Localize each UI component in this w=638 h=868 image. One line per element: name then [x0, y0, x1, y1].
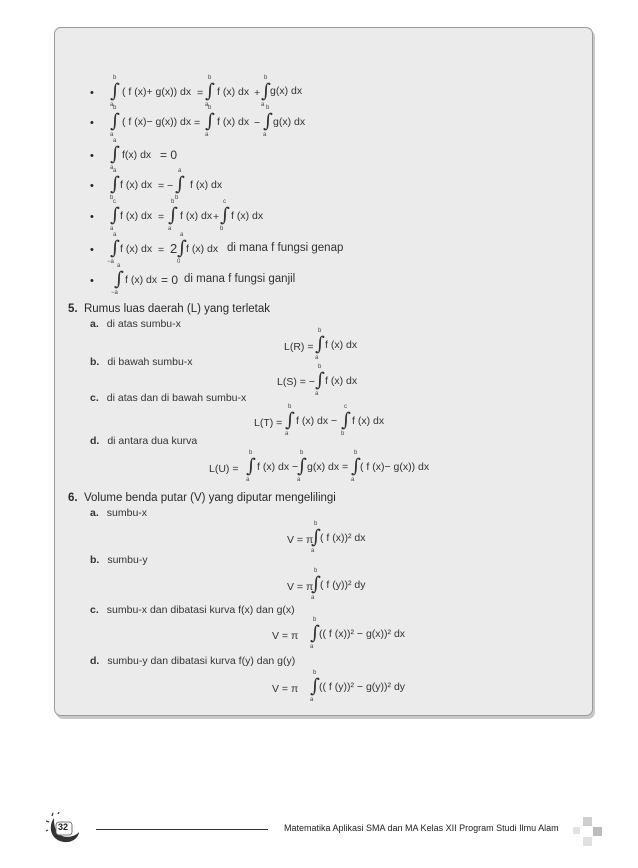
property-rhs: f (x) dx [180, 210, 213, 222]
operator: + [254, 87, 261, 99]
property-rhs: f (x) dx [217, 86, 250, 98]
property-rhs: f (x) dx [231, 210, 264, 222]
formula: ( f (y))² dy [320, 579, 366, 591]
formula: (( f (x))² − g(x))² dx [319, 628, 406, 640]
bullet: • [90, 244, 94, 256]
equals-sign: = [158, 244, 165, 256]
property-lhs: f (x) dx [120, 179, 153, 191]
section-heading: 5. Rumus luas daerah (L) yang terletak [68, 303, 270, 315]
property-rhs: f (x) dx [217, 116, 250, 128]
formula-lhs: V = π [272, 683, 299, 695]
subitem-a: a. di atas sumbu-x [90, 318, 181, 330]
formula: ( f (x)− g(x)) dx [360, 461, 430, 473]
property-lhs: ( f (x)+ g(x)) dx [122, 86, 192, 98]
formula-lhs: L(R) = [284, 341, 314, 353]
bullet: • [90, 150, 94, 162]
formula: f (x) dx [352, 415, 385, 427]
property-rhs: = 0 [161, 273, 179, 287]
formula-lhs: L(U) = [209, 463, 239, 475]
operator: + [213, 211, 220, 223]
formula-lhs: V = π [287, 534, 314, 546]
book-title: Matematika Aplikasi SMA dan MA Kelas XII Program Studi Ilmu Alam [284, 823, 559, 833]
property-rhs: f (x) dx [190, 179, 223, 191]
bullet: • [90, 87, 94, 99]
equals-sign: = [158, 211, 165, 223]
property-note: di mana f fungsi genap [227, 242, 344, 254]
equals-sign: = [197, 87, 204, 99]
property-lhs: f(x) dx [122, 149, 152, 161]
formula-lhs: L(T) = [254, 417, 283, 429]
subitem-d: d. di antara dua kurva [90, 435, 198, 447]
page-number: 32 [58, 822, 69, 832]
subitem-d: d. sumbu-y dan dibatasi kurva f(y) dan g(y) [90, 655, 296, 667]
subitem-b: b. sumbu-y [90, 554, 148, 566]
subitem-c: c. sumbu-x dan dibatasi kurva f(x) dan g(x) [90, 604, 295, 616]
formula: g(x) dx = [307, 461, 349, 473]
property-rhs: f (x) dx [186, 243, 219, 255]
formula: f (x) dx [325, 339, 358, 351]
page-number-badge [46, 812, 80, 846]
coefficient: 2 [170, 241, 178, 256]
formula-lhs: L(S) = − [277, 376, 315, 388]
formula: (( f (y))² − g(y))² dy [319, 681, 406, 693]
subitem-a: a. sumbu-x [90, 507, 148, 519]
bullet: • [90, 180, 94, 192]
subitem-b: b. di bawah sumbu-x [90, 356, 193, 368]
formula-lhs: V = π [272, 630, 299, 642]
formula: f (x) dx − [296, 415, 338, 427]
property-lhs: f (x) dx [120, 210, 153, 222]
equals-minus: = − [158, 180, 174, 192]
footer-divider [96, 829, 268, 830]
operator: − [254, 117, 261, 129]
formula: f (x) dx − [257, 461, 299, 473]
formula-lhs: V = π [287, 581, 314, 593]
property-rhs: = 0 [160, 148, 178, 162]
section-heading: 6. Volume benda putar (V) yang diputar mengelilingi [68, 492, 336, 504]
property-lhs: f (x) dx [125, 274, 158, 286]
bullet: • [90, 117, 94, 129]
bullet: • [90, 275, 94, 287]
property-lhs: ( f (x)− g(x)) dx [122, 116, 192, 128]
subitem-c: c. di atas dan di bawah sumbu-x [90, 392, 247, 404]
property-rhs: g(x) dx [270, 85, 303, 97]
property-lhs: f (x) dx [120, 243, 153, 255]
formula: f (x) dx [325, 375, 358, 387]
property-note: di mana f fungsi ganjil [184, 273, 296, 285]
property-rhs: g(x) dx [273, 116, 306, 128]
bullet: • [90, 211, 94, 223]
formula: ( f (x))² dx [320, 532, 366, 544]
equals-sign: = [194, 117, 201, 129]
